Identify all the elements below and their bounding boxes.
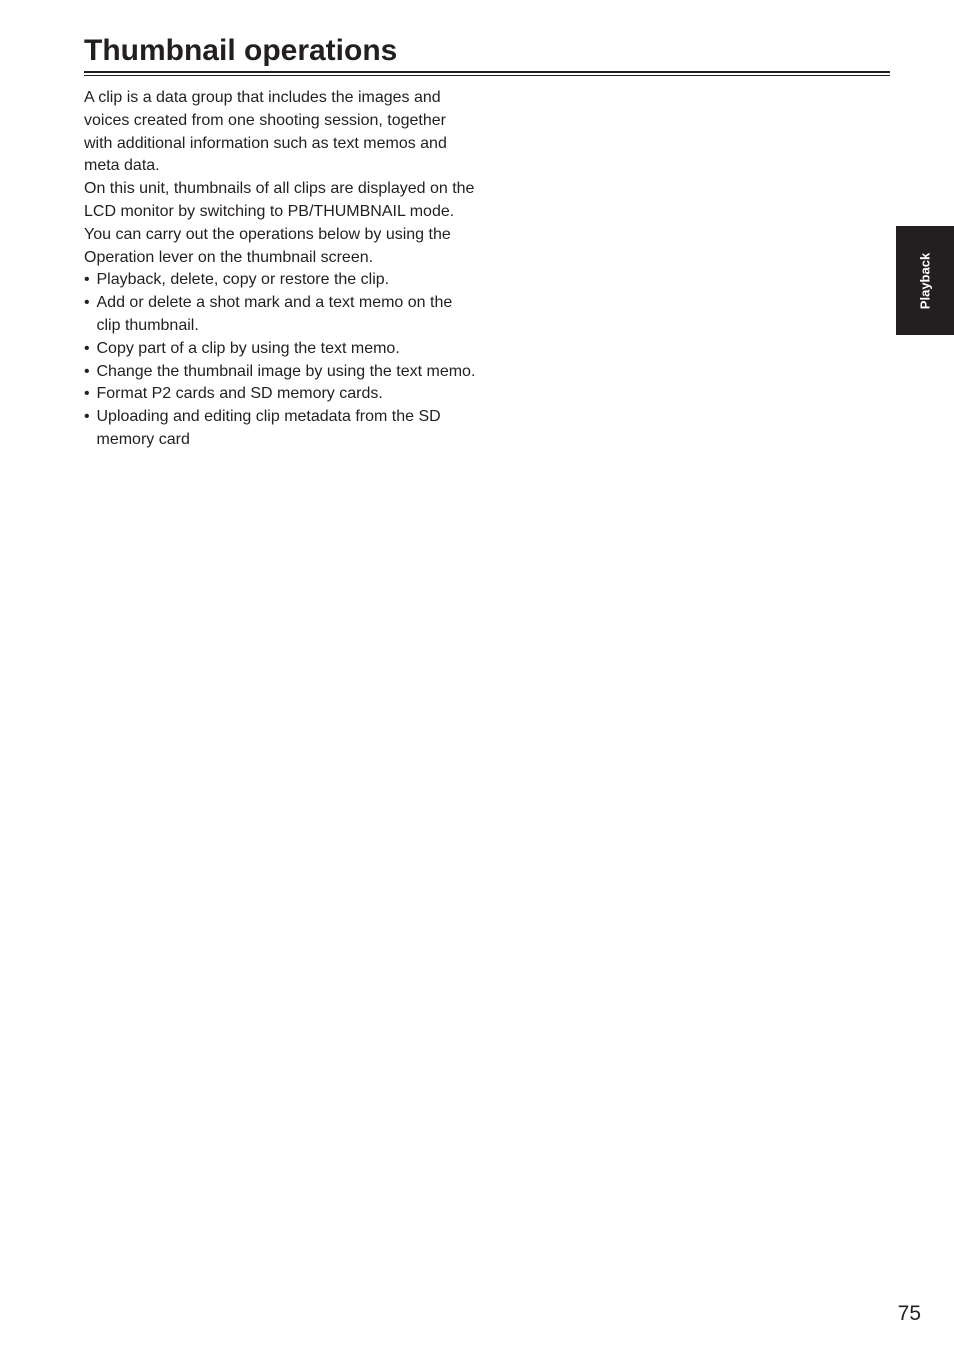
list-item-text: Playback, delete, copy or restore the clip.: [96, 271, 390, 289]
section-tab-label: Playback: [917, 252, 933, 309]
bullet-icon: •: [84, 385, 90, 403]
title-divider-thin: [84, 75, 890, 76]
list-item: [84, 338, 476, 361]
section-tab-playback: [896, 226, 954, 335]
body-text-column: [84, 87, 476, 452]
bullet-icon: •: [84, 339, 90, 357]
list-item-text: Uploading and editing clip metadata from the SD memory card: [96, 408, 441, 448]
page-title: Thumbnail operations: [84, 34, 398, 67]
page-number: 75: [897, 1302, 921, 1325]
list-item-text: Copy part of a clip by using the text memo.: [96, 339, 400, 357]
list-item: [84, 383, 476, 406]
list-item-text: Add or delete a shot mark and a text memo on the clip thumbnail.: [96, 294, 453, 334]
operations-list: [84, 269, 476, 451]
operation-lever-paragraph: You can carry out the operations below by using the Operation lever on the thumbnail screen.: [84, 225, 451, 266]
list-item: [84, 269, 476, 292]
list-item: [84, 406, 476, 452]
bullet-icon: •: [84, 294, 90, 312]
intro-paragraph: A clip is a data group that includes the images and voices created from one shooting session, together with additional information such as text memos and meta data.: [84, 89, 447, 175]
bullet-icon: •: [84, 362, 90, 380]
bullet-icon: •: [84, 271, 90, 289]
list-item-text: Change the thumbnail image by using the text memo.: [96, 362, 476, 380]
list-item: [84, 292, 476, 338]
title-divider-thick: [84, 71, 890, 73]
list-item-text: Format P2 cards and SD memory cards.: [96, 385, 383, 403]
thumbnail-mode-paragraph: On this unit, thumbnails of all clips are displayed on the LCD monitor by switching to PB/THUMBNAIL mode.: [84, 180, 475, 220]
bullet-icon: •: [84, 408, 90, 426]
list-item: [84, 361, 476, 384]
